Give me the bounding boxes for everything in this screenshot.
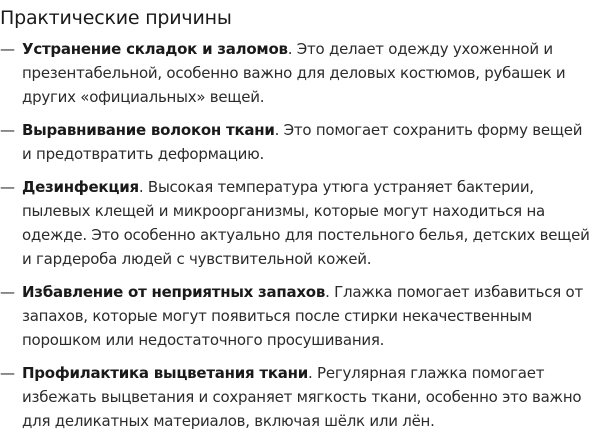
reason-description: . Это помогает сохранить форму вещей и предотвратить деформацию. — [22, 121, 583, 163]
dash-bullet: — — [0, 178, 15, 196]
dash-bullet: — — [0, 364, 15, 382]
reason-item-wrinkles — [0, 37, 594, 109]
reason-description: . Это делает одежду ухоженной и презентабельной, особенно важно для деловых костюмов, рубашек и других «официальных» вещей. — [22, 40, 566, 106]
reason-item-odors — [0, 280, 594, 352]
dash-bullet: — — [0, 121, 15, 139]
reason-description: . Высокая температура утюга устраняет бактерии, пылевых клещей и микроорганизмы, которые могут находиться на одежде. Это особенно актуально для постельного белья, детских вещей и гардероба людей с чувствительной кожей. — [22, 178, 590, 268]
reason-item-fibers — [0, 118, 594, 166]
reason-description: . Глажка помогает избавиться от запахов, которые могут появиться после стирки некачественным порошком или недостаточного просушивания. — [22, 283, 583, 349]
reason-term: Профилактика выцветания ткани — [22, 364, 309, 382]
reason-item-fading — [0, 361, 594, 433]
reason-term: Устранение складок и заломов — [22, 40, 288, 58]
reason-description: . Регулярная глажка помогает избежать выцветания и сохраняет мягкость ткани, особенно это важно для деликатных материалов, включая шёлк или лён. — [22, 364, 582, 430]
reason-term: Дезинфекция — [22, 178, 139, 196]
reason-term: Выравнивание волокон ткани — [22, 121, 275, 139]
reason-item-disinfection — [0, 175, 594, 271]
section-heading: Практические причины — [0, 7, 232, 29]
reason-term: Избавление от неприятных запахов — [22, 283, 326, 301]
dash-bullet: — — [0, 283, 15, 301]
reasons-list — [0, 37, 594, 433]
dash-bullet: — — [0, 40, 15, 58]
